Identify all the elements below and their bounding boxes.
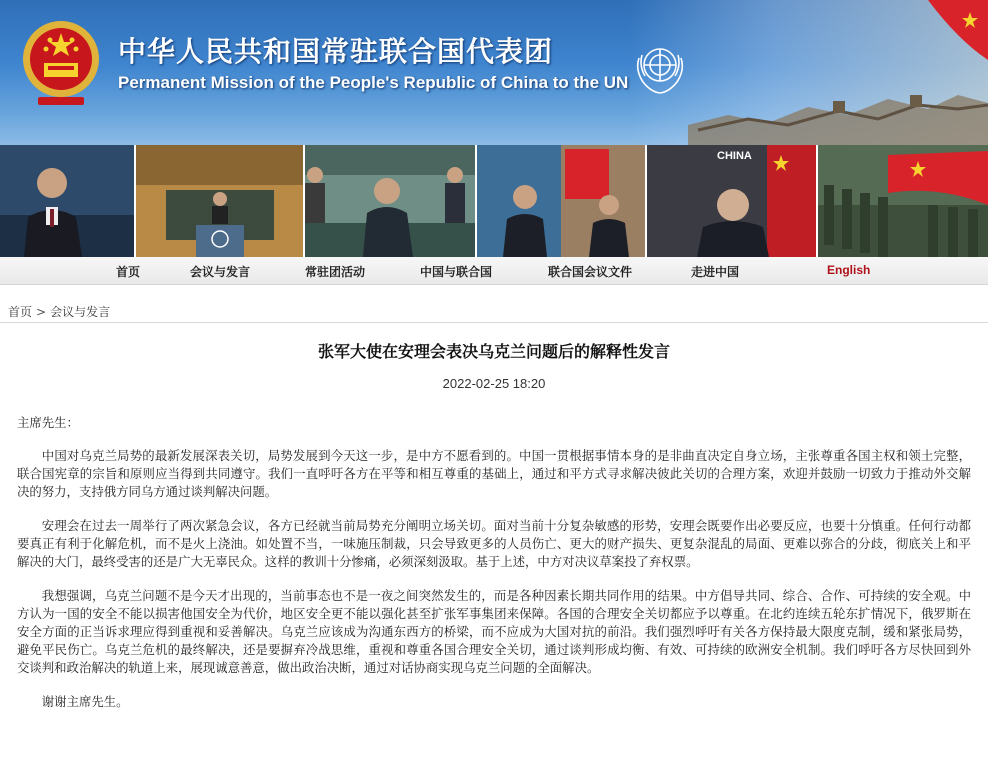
great-wall-illustration [688,85,988,145]
nav-item-china-and-un[interactable]: 中国与联合国 [420,265,493,279]
photo-ambassador-podium [0,145,134,257]
article-paragraph: 我想强调，乌克兰问题不是今天才出现的，当前事态也不是一夜之间突然发生的，而是各种因素长期共同作用的结果。中方倡导共同、综合、合作、可持续的安全观。中方认为一国的安全不能以损害他国安全为代价，地区安全更不能以强化甚至扩张军事集团来保障。各国的合理安全关切都应予以尊重。在北约连续五轮东扩情况下，俄罗斯在安全方面的正当诉求理应得到重视和妥善解决。乌克兰应该成为沟通东西方的桥梁，而不应成为大国对抗的前沿。我们强烈呼吁有关各方保持最大限度克制，缓和紧张局势，避免平民伤亡。乌克兰危机的最终解决，还是要摒弃冷战思维，重视和尊重各国合理安全关切，通过谈判形成均衡、有效、可持续的欧洲安全机制。我们呼吁各方尽快回到外交谈判和政治解决的轨道上来，展现诚意善意，做出政治决断，通过对话协商实现乌克兰问题的全面解决。 [17,588,971,675]
photo-video-conference [477,145,645,257]
article-greeting: 主席先生： [17,415,79,430]
breadcrumb-divider [0,322,988,323]
photo-general-assembly [136,145,304,257]
nav-item-home[interactable]: 首页 [116,265,141,279]
nav-item-un-documents[interactable]: 联合国会议文件 [548,265,633,279]
article-paragraph: 安理会在过去一周举行了两次紧急会议，各方已经就当前局势充分阐明立场关切。面对当前十分复杂敏感的形势，安理会既要作出必要反应，也要十分慎重。任何行动都要真正有利于化解危机，而不是火上浇油。如处置不当，一味施压制裁，只会导致更多的人员伤亡、更大的财产损失、更复杂混乱的局面、更难以弥合的分歧，彻底关上和平解决的大门，最终受害的还是广大无辜民众。这样的教训十分惨痛，必须深刻汲取。基于上述，中方对决议草案投了弃权票。 [17,518,971,569]
article-date: 2022-02-25 18:20 [442,376,546,391]
nav-item-mission-activities[interactable]: 常驻团活动 [305,265,366,279]
photo-ambassador-flags [647,145,817,257]
flag-corner-icon [918,0,988,60]
site-title-chinese: 中华人民共和国常驻联合国代表团 [118,35,554,68]
breadcrumb-home-link[interactable]: 首页 [8,305,33,319]
site-title-english: Permanent Mission of the People's Republic of China to the UN [118,73,629,92]
photo-honor-guard [818,145,988,257]
main-nav [0,257,988,285]
site-banner [0,0,988,145]
breadcrumb [8,303,110,320]
article-title: 张军大使在安理会表决乌克兰问题后的解释性发言 [317,342,670,361]
breadcrumb-separator: > [36,305,47,319]
photo-council-chamber [305,145,475,257]
un-emblem-icon [627,38,693,96]
nav-item-meetings-statements[interactable]: 会议与发言 [190,265,251,279]
nav-item-about-china[interactable]: 走进中国 [691,265,740,279]
article-body [17,414,971,727]
article-paragraph: 中国对乌克兰局势的最新发展深表关切，局势发展到今天这一步，是中方不愿看到的。中国一贯根据事情本身的是非曲直决定自身立场，主张尊重各国主权和领土完整，联合国宪章的宗旨和原则应当得到共同遵守。我们一直呼吁各方在平等和相互尊重的基础上，通过和平方式寻求解决彼此关切的合理方案，欢迎并鼓励一切致力于推动外交解决的努力，支持俄方同乌方通过谈判解决问题。 [17,448,971,499]
photo-strip [0,145,988,257]
national-emblem-icon [20,17,102,107]
breadcrumb-current-link[interactable]: 会议与发言 [50,305,111,319]
nav-item-english[interactable]: English [827,263,871,277]
article-closing: 谢谢主席先生。 [41,694,129,709]
svg-text:CHINA: CHINA [716,150,752,162]
